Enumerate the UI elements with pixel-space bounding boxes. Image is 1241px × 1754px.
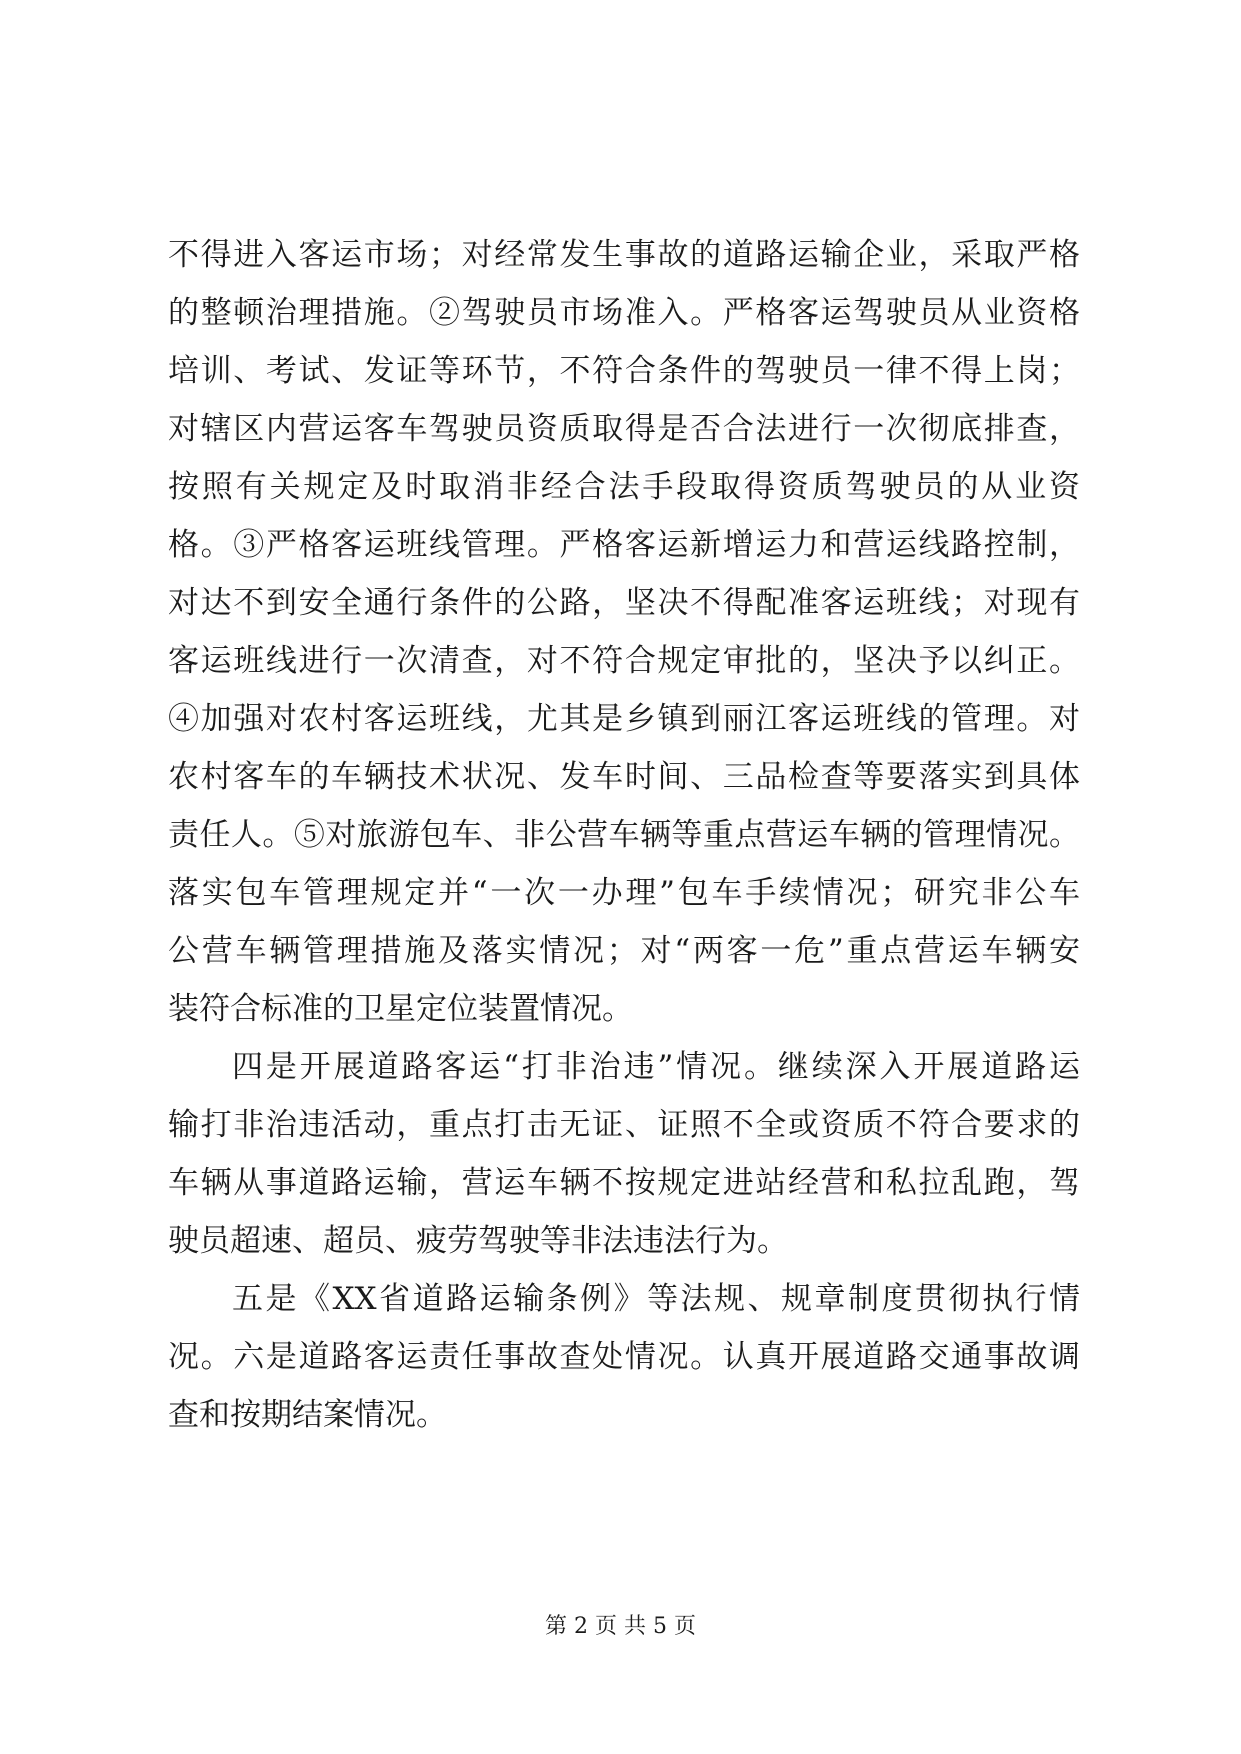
text-line: 培训、考试、发证等环节，不符合条件的驾驶员一律不得上岗；	[168, 353, 1080, 389]
text-line: 查和按期结案情况。	[168, 1397, 447, 1433]
text-line: 按照有关规定及时取消非经合法手段取得资质驾驶员的从业资	[168, 469, 1080, 505]
text-line: 五是《XX省道路运输条例》等法规、规章制度贯彻执行情	[232, 1281, 1080, 1317]
text-line: 格。③严格客运班线管理。严格客运新增运力和营运线路控制，	[168, 527, 1080, 563]
text-line: 责任人。⑤对旅游包车、非公营车辆等重点营运车辆的管理情况。	[168, 817, 1080, 853]
text-line: 落实包车管理规定并“一次一办理”包车手续情况；研究非公车	[168, 875, 1080, 911]
page-footer: 第 2 页 共 5 页	[545, 1614, 696, 1639]
text-line: 装符合标准的卫星定位装置情况。	[168, 991, 633, 1027]
text-line: 输打非治违活动，重点打击无证、证照不全或资质不符合要求的	[168, 1107, 1080, 1143]
text-line: 客运班线进行一次清查，对不符合规定审批的，坚决予以纠正。	[168, 643, 1080, 679]
text-line: 的整顿治理措施。②驾驶员市场准入。严格客运驾驶员从业资格	[168, 295, 1080, 331]
text-line: 农村客车的车辆技术状况、发车时间、三品检查等要落实到具体	[168, 759, 1080, 795]
text-line: 对辖区内营运客车驾驶员资质取得是否合法进行一次彻底排查，	[168, 411, 1080, 447]
text-line: 车辆从事道路运输，营运车辆不按规定进站经营和私拉乱跑，驾	[168, 1165, 1080, 1201]
text-line: 公营车辆管理措施及落实情况；对“两客一危”重点营运车辆安	[168, 933, 1080, 969]
text-line: 四是开展道路客运“打非治违”情况。继续深入开展道路运	[232, 1049, 1080, 1085]
text-line: ④加强对农村客运班线，尤其是乡镇到丽江客运班线的管理。对	[168, 701, 1080, 737]
text-line: 况。六是道路客运责任事故查处情况。认真开展道路交通事故调	[168, 1339, 1080, 1375]
text-line: 不得进入客运市场；对经常发生事故的道路运输企业，采取严格	[168, 237, 1080, 273]
document-body	[168, 226, 1080, 1444]
text-line: 对达不到安全通行条件的公路，坚决不得配准客运班线；对现有	[168, 585, 1080, 621]
text-line: 驶员超速、超员、疲劳驾驶等非法违法行为。	[168, 1223, 788, 1259]
